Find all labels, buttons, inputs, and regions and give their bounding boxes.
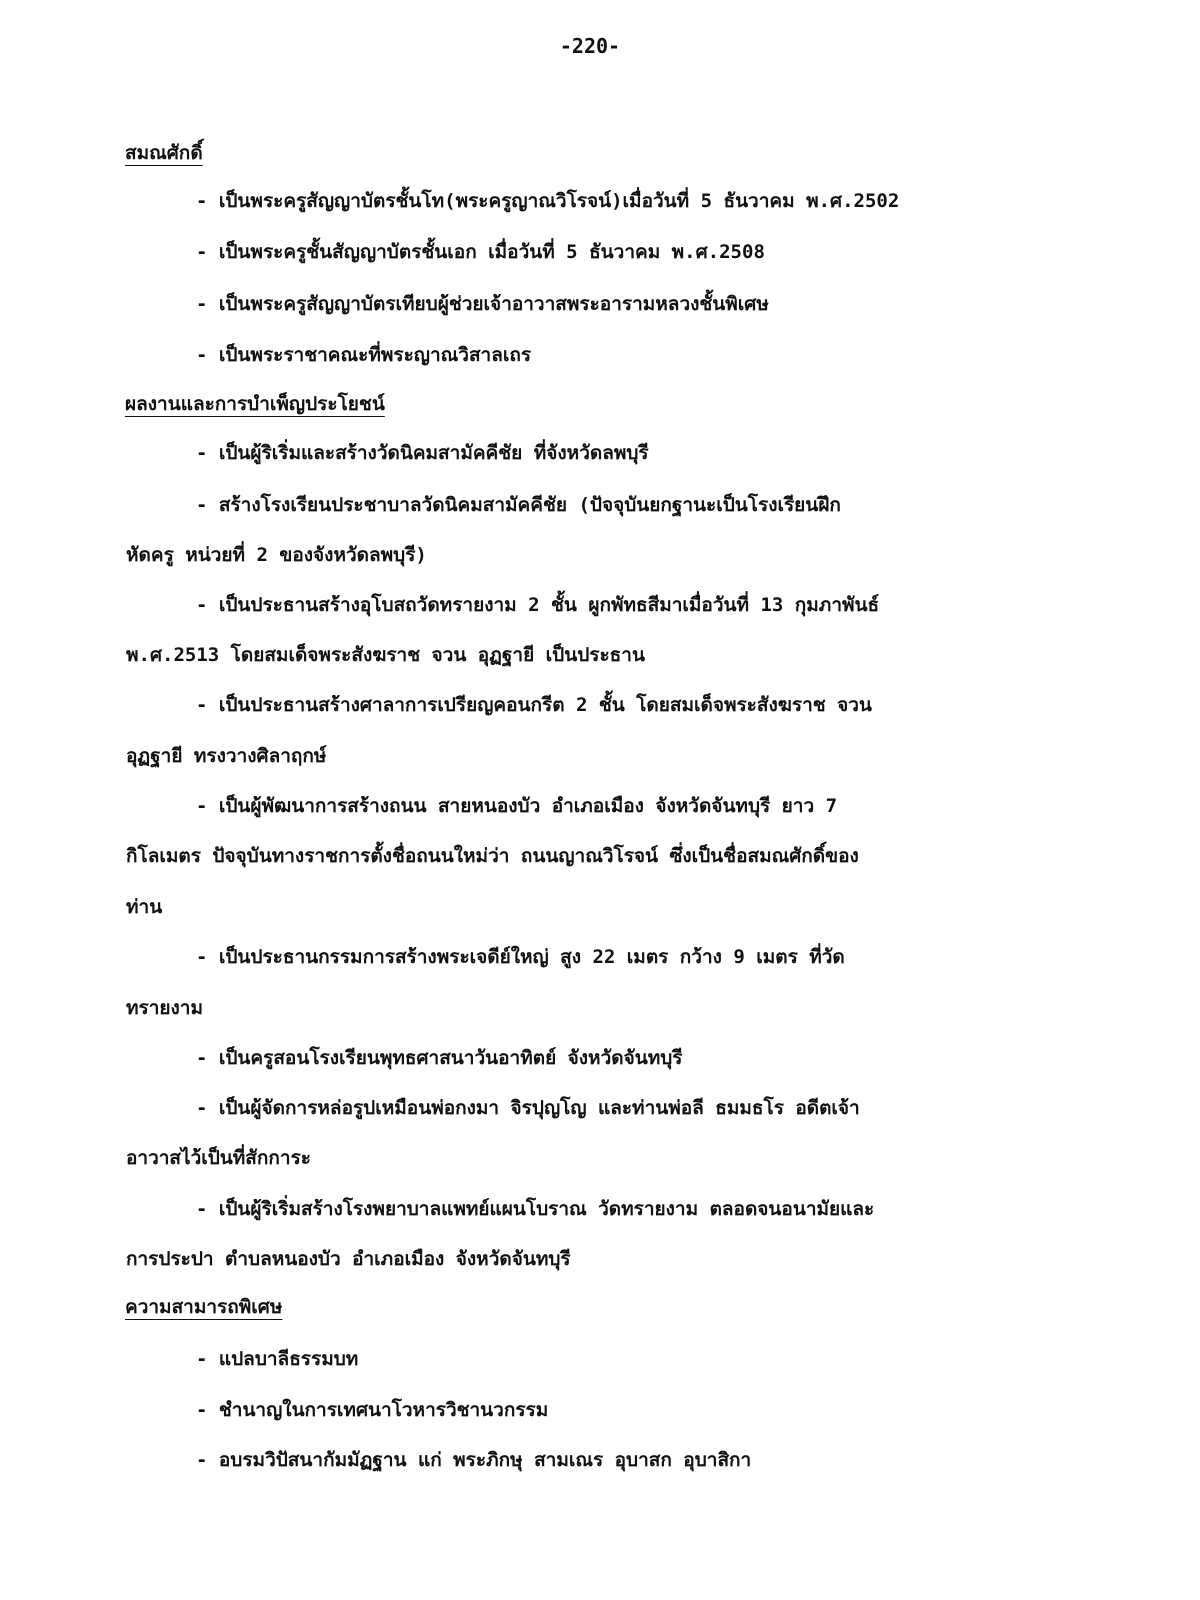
list-item: - เป็นพระครูสัญญาบัตรเทียบผู้ช่วยเจ้าอาวาสพระอารามหลวงชั้นพิเศษ bbox=[196, 293, 769, 315]
page-number: -220- bbox=[559, 34, 621, 58]
paragraph-line: ท่าน bbox=[126, 896, 163, 918]
list-item: - ชำนาญในการเทศนาโวหารวิชานวกรรม bbox=[196, 1399, 549, 1421]
list-item: - เป็นพระครูชั้นสัญญาบัตรชั้นเอก เมื่อวันที่ 5 ธันวาคม พ.ศ.2508 bbox=[196, 241, 765, 263]
paragraph-line: อาวาสไว้เป็นที่สักการะ bbox=[126, 1147, 311, 1169]
list-item: - เป็นพระครูสัญญาบัตรชั้นโท(พระครูญาณวิโรจน์)เมื่อวันที่ 5 ธันวาคม พ.ศ.2502 bbox=[196, 190, 900, 212]
paragraph-line: อุฏฐายี ทรงวางศิลาฤกษ์ bbox=[126, 745, 327, 767]
paragraph-line: - เป็นประธานกรรมการสร้างพระเจดีย์ใหญ่ สูง 22 เมตร กว้าง 9 เมตร ที่วัด bbox=[196, 946, 845, 968]
list-item: - แปลบาลีธรรมบท bbox=[196, 1348, 359, 1370]
paragraph-line: - สร้างโรงเรียนประชาบาลวัดนิคมสามัคคีชัย (ปัจจุบันยกฐานะเป็นโรงเรียนฝึก bbox=[196, 494, 841, 516]
paragraph-line: ทรายงาม bbox=[126, 997, 204, 1019]
paragraph-line: - เป็นครูสอนโรงเรียนพุทธศาสนาวันอาทิตย์ จังหวัดจันทบุรี bbox=[196, 1047, 683, 1069]
section-heading-rank: สมณศักดิ์ bbox=[125, 142, 203, 164]
paragraph-line: - เป็นผู้พัฒนาการสร้างถนน สายหนองบัว อำเภอเมือง จังหวัดจันทบุรี ยาว 7 bbox=[196, 795, 838, 817]
paragraph-line: กิโลเมตร ปัจจุบันทางราชการตั้งชื่อถนนใหม่ว่า ถนนญาณวิโรจน์ ซึ่งเป็นชื่อสมณศักดิ์ของ bbox=[126, 845, 859, 867]
paragraph-line: การประปา ตำบลหนองบัว อำเภอเมือง จังหวัดจันทบุรี bbox=[126, 1248, 571, 1270]
section-heading-works: ผลงานและการบำเพ็ญประโยชน์ bbox=[125, 393, 385, 415]
paragraph-line: พ.ศ.2513 โดยสมเด็จพระสังฆราช จวน อุฏฐายี เป็นประธาน bbox=[126, 644, 645, 666]
paragraph-line: หัดครู หน่วยที่ 2 ของจังหวัดลพบุรี) bbox=[126, 544, 427, 566]
paragraph-line: - เป็นประธานสร้างศาลาการเปรียญคอนกรีต 2 ชั้น โดยสมเด็จพระสังฆราช จวน bbox=[196, 694, 872, 716]
list-item: - เป็นพระราชาคณะที่พระญาณวิสาลเถร bbox=[196, 344, 532, 366]
paragraph-line: - เป็นผู้ริเริ่มและสร้างวัดนิคมสามัคคีชัย ที่จังหวัดลพบุรี bbox=[196, 442, 649, 464]
paragraph-line: - เป็นผู้ริเริ่มสร้างโรงพยาบาลแพทย์แผนโบราณ วัดทรายงาม ตลอดจนอนามัยและ bbox=[196, 1198, 875, 1220]
list-item: - อบรมวิปัสนากัมมัฏฐาน แก่ พระภิกษุ สามเณร อุบาสก อุบาสิกา bbox=[196, 1449, 752, 1471]
paragraph-line: - เป็นประธานสร้างอุโบสถวัดทรายงาม 2 ชั้น ผูกพัทธสีมาเมื่อวันที่ 13 กุมภาพันธ์ bbox=[196, 594, 880, 616]
section-heading-abilities: ความสามารถพิเศษ bbox=[125, 1296, 283, 1318]
paragraph-line: - เป็นผู้จัดการหล่อรูปเหมือนพ่อกงมา จิรปุญโญ และท่านพ่อลี ธมมธโร อดีตเจ้า bbox=[196, 1097, 860, 1119]
